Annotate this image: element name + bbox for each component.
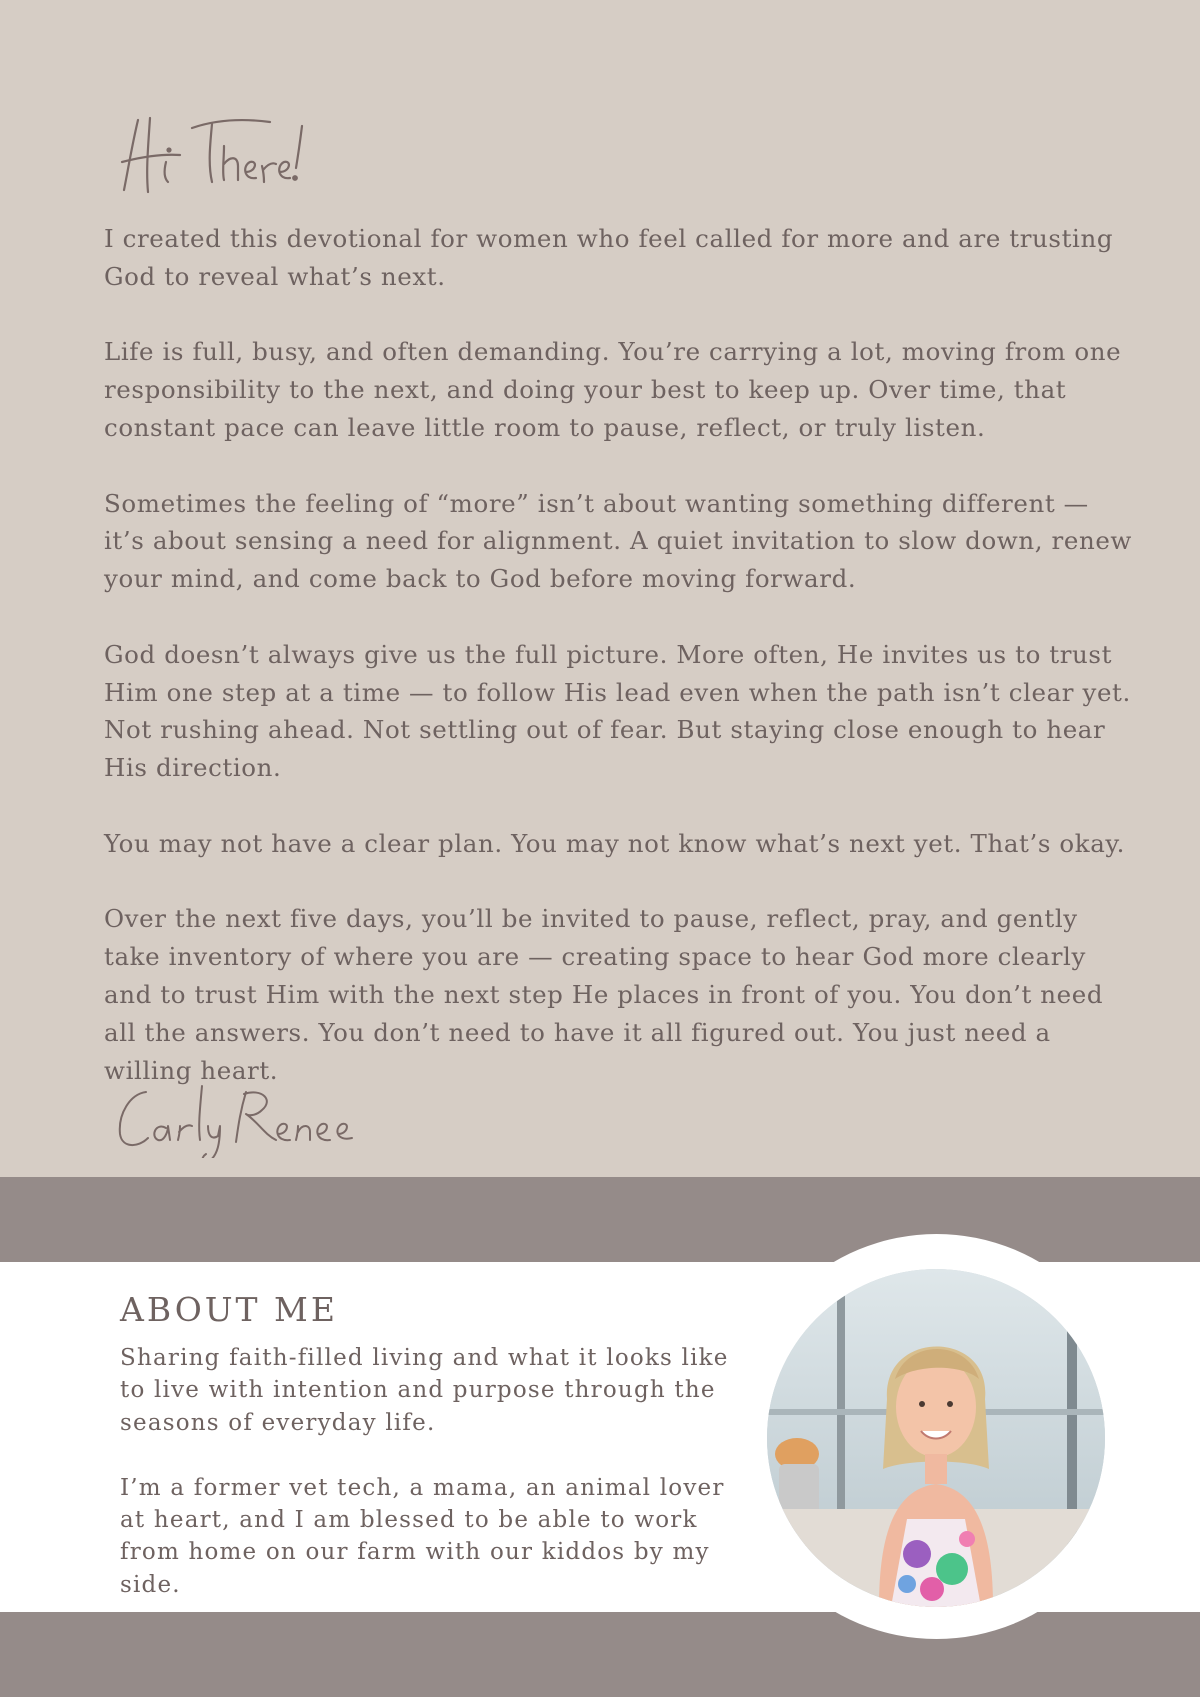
letter-paragraph: God doesn’t always give us the full picture. More often, He invites us to trust Him one step at a time — to follow His lead even when the path isn’t clear yet. Not rushing ahead. Not settling out of fear. But staying close enough to hear His direction.: [104, 639, 1131, 783]
author-portrait-illustration: [767, 1269, 1105, 1607]
letter-paragraph: You may not have a clear plan. You may not know what’s next yet. That’s okay.: [104, 828, 1126, 858]
about-title: ABOUT ME: [120, 1290, 338, 1329]
letter-body: [104, 220, 1134, 1127]
letter-paragraph: I created this devotional for women who feel called for more and are trusting God to reveal what’s next.: [104, 224, 1114, 291]
signature-handwriting: [112, 1078, 372, 1158]
greeting-handwriting: [120, 110, 330, 200]
greeting-script: [120, 110, 330, 200]
about-text: [120, 1342, 750, 1634]
author-photo: [767, 1269, 1105, 1607]
signature: [112, 1078, 372, 1158]
letter-paragraph: Over the next five days, you’ll be invited to pause, reflect, pray, and gently take inventory of where you are — creating space to hear God more clearly and to trust Him with the next step He places in front of you. You don’t need all the answers. You don’t need to have it all figured out. You just need a willing heart.: [104, 904, 1104, 1085]
letter-paragraph: Life is full, busy, and often demanding. You’re carrying a lot, moving from one responsibility to the next, and doing your best to keep up. Over time, that constant pace can leave little room to pause, reflect, or truly listen.: [104, 337, 1122, 442]
about-paragraph: I’m a former vet tech, a mama, an animal lover at heart, and I am blessed to be able to work from home on our farm with our kiddos by my side.: [120, 1474, 725, 1598]
about-paragraph: Sharing faith-filled living and what it looks like to live with intention and purpose through the seasons of everyday life.: [120, 1345, 729, 1436]
letter-paragraph: Sometimes the feeling of “more” isn’t about wanting something different — it’s about sensing a need for alignment. A quiet invitation to slow down, renew your mind, and come back to God before moving forward.: [104, 488, 1132, 594]
decorative-band-top: [0, 1177, 1200, 1262]
